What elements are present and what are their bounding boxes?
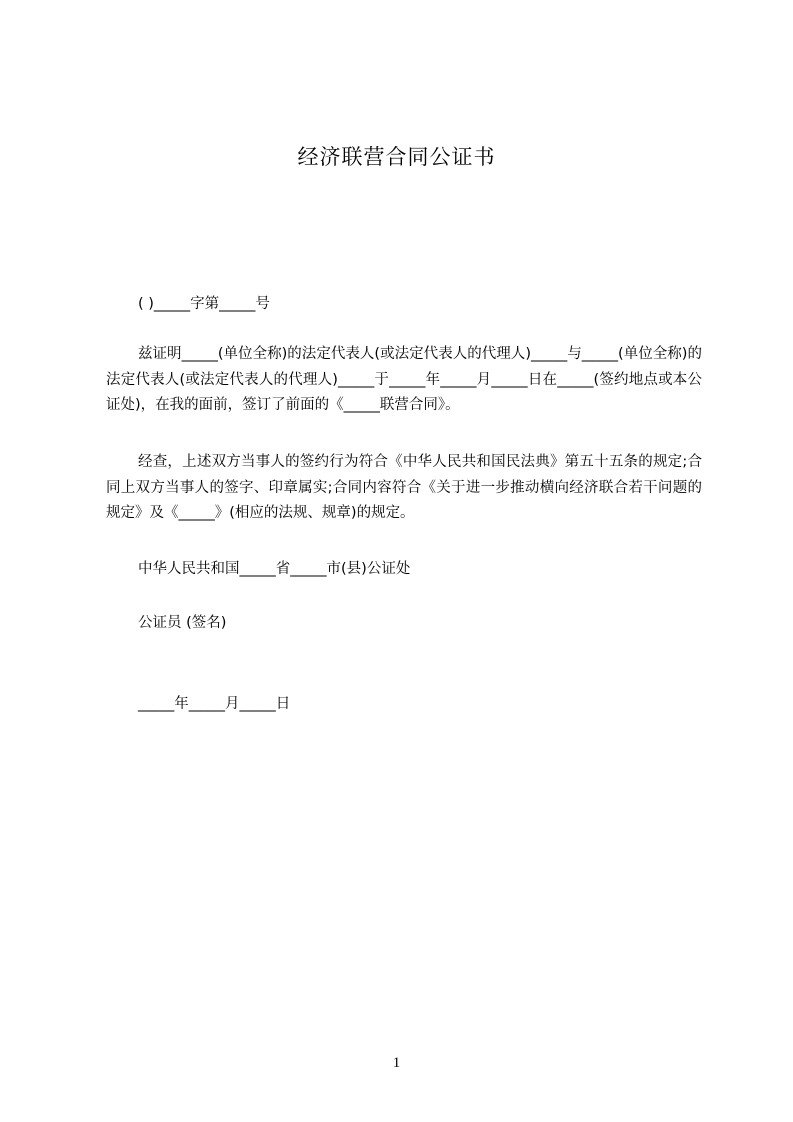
notary-office-line: 中华人民共和国_____省_____市(县)公证处: [138, 561, 411, 577]
notary-signature-line: 公证员 (签名): [138, 615, 227, 631]
certification-paragraph: 兹证明_____(单位全称)的法定代表人(或法定代表人的代理人)_____与_____(单位全称)的法定代表人(或法定代表人的代理人)_____于_____年_____月_____日在_____(签约地点或本公证处)，在我的面前，签订了前面的《_____联营合同》。: [106, 346, 702, 413]
verification-paragraph: 经查，上述双方当事人的签约行为符合《中华人民共和国民法典》第五十五条的规定;合同上双方当事人的签字、印章属实;合同内容符合《关于进一步推动横向经济联合若干问题的规定》及《_____》(相应的法规、规章)的规定。: [106, 454, 702, 521]
document-title: 经济联营合同公证书: [297, 145, 496, 169]
date-line: _____年_____月_____日: [138, 696, 291, 712]
document-number-line: ( )_____字第_____号: [138, 296, 270, 312]
page-number: 1: [392, 1055, 401, 1071]
